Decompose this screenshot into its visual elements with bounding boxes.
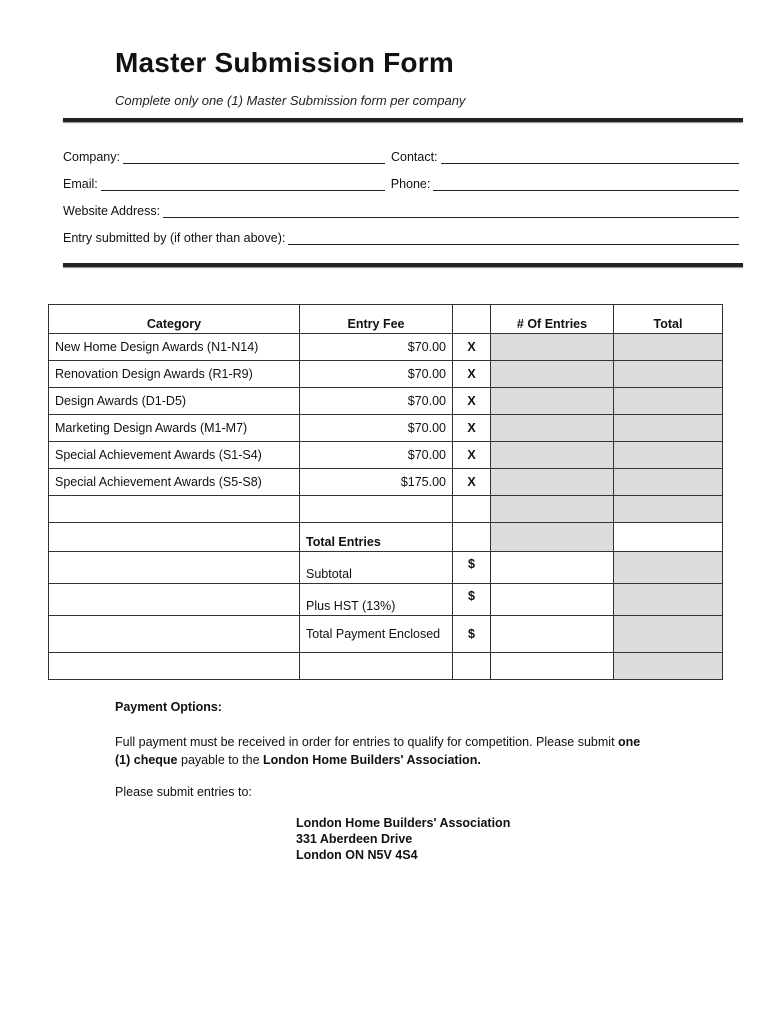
- submitted-by-field[interactable]: [288, 230, 739, 245]
- subtotal-input[interactable]: [614, 552, 723, 584]
- total-input[interactable]: [614, 415, 723, 442]
- fee-cell: $70.00: [300, 334, 453, 361]
- empty-cell: [491, 584, 614, 616]
- website-field[interactable]: [163, 203, 739, 218]
- total-payment-input[interactable]: [614, 616, 723, 653]
- payment-text: Full payment must be received in order for entries to qualify for competition. Please submit: [115, 735, 619, 749]
- header-total: Total: [614, 305, 723, 334]
- multiply-cell: X: [453, 361, 491, 388]
- phone-label: Phone:: [390, 177, 431, 191]
- payment-text: payable to the: [177, 753, 263, 767]
- total-payment-label: Total Payment Enclosed: [300, 616, 453, 653]
- email-field[interactable]: [101, 176, 385, 191]
- multiply-cell: X: [453, 334, 491, 361]
- total-input[interactable]: [614, 469, 723, 496]
- total-entries-label: Total Entries: [300, 523, 453, 552]
- empty-cell: [49, 584, 300, 616]
- num-entries-input[interactable]: [491, 388, 614, 415]
- num-entries-input[interactable]: [491, 469, 614, 496]
- category-cell: Special Achievement Awards (S5-S8): [49, 469, 300, 496]
- total-payment-row: [49, 616, 723, 653]
- header-multiplier: [453, 305, 491, 334]
- total-input[interactable]: [614, 388, 723, 415]
- empty-cell: [300, 496, 453, 523]
- form-subtitle: Complete only one (1) Master Submission form per company: [115, 93, 466, 108]
- submit-to-text: Please submit entries to:: [115, 785, 252, 799]
- fee-cell: $70.00: [300, 415, 453, 442]
- address-line: London ON N5V 4S4: [296, 848, 418, 862]
- payment-payee: London Home Builders' Association.: [263, 753, 481, 767]
- website-label: Website Address:: [63, 204, 161, 218]
- table-row: [49, 469, 723, 496]
- total-input[interactable]: [614, 442, 723, 469]
- email-phone-row: [63, 173, 739, 191]
- form-title: Master Submission Form: [115, 47, 454, 78]
- total-input[interactable]: [614, 361, 723, 388]
- multiply-cell: X: [453, 442, 491, 469]
- empty-cell: [453, 523, 491, 552]
- subtotal-label: Subtotal: [300, 552, 453, 584]
- category-cell: Renovation Design Awards (R1-R9): [49, 361, 300, 388]
- total-entries-input[interactable]: [491, 523, 614, 552]
- email-label: Email:: [63, 177, 98, 191]
- hst-label: Plus HST (13%): [300, 584, 453, 616]
- empty-cell: [49, 496, 300, 523]
- multiply-cell: X: [453, 415, 491, 442]
- submitted-by-row: [63, 227, 739, 245]
- fee-cell: $70.00: [300, 388, 453, 415]
- table-row: [49, 415, 723, 442]
- empty-cell: [453, 653, 491, 680]
- total-input[interactable]: [614, 496, 723, 523]
- company-label: Company:: [63, 150, 120, 164]
- header-category: Category: [49, 305, 300, 334]
- category-cell: Special Achievement Awards (S1-S4): [49, 442, 300, 469]
- num-entries-input[interactable]: [491, 496, 614, 523]
- empty-cell: [491, 616, 614, 653]
- submitted-by-label: Entry submitted by (if other than above):: [63, 231, 286, 245]
- address-line: 331 Aberdeen Drive: [296, 832, 413, 846]
- total-entries-row: [49, 523, 723, 552]
- bottom-divider: [63, 263, 743, 267]
- table-row: [49, 388, 723, 415]
- entries-table: [48, 304, 723, 680]
- header-entry-fee: Entry Fee: [300, 305, 453, 334]
- num-entries-input[interactable]: [491, 334, 614, 361]
- num-entries-input[interactable]: [491, 361, 614, 388]
- phone-field[interactable]: [433, 176, 739, 191]
- contact-field[interactable]: [441, 149, 739, 164]
- dollar-sign: $: [453, 616, 491, 653]
- empty-cell: [49, 552, 300, 584]
- total-input[interactable]: [614, 334, 723, 361]
- multiply-cell: X: [453, 388, 491, 415]
- table-row: [49, 442, 723, 469]
- mailing-address: [296, 815, 510, 863]
- category-cell: Marketing Design Awards (M1-M7): [49, 415, 300, 442]
- company-field[interactable]: [123, 149, 385, 164]
- header-num-entries: # Of Entries: [491, 305, 614, 334]
- top-divider: [63, 118, 743, 122]
- empty-cell: [49, 653, 300, 680]
- empty-cell: [49, 616, 300, 653]
- website-row: [63, 200, 739, 218]
- empty-cell: [491, 653, 614, 680]
- table-row: [49, 334, 723, 361]
- table-header-row: [49, 305, 723, 334]
- fee-cell: $70.00: [300, 442, 453, 469]
- hst-input[interactable]: [614, 584, 723, 616]
- dollar-sign: $: [453, 552, 491, 584]
- multiply-cell: X: [453, 469, 491, 496]
- blank-row: [49, 653, 723, 680]
- table-row: [49, 361, 723, 388]
- address-line: London Home Builders' Association: [296, 816, 511, 830]
- empty-cell: [300, 653, 453, 680]
- contact-label: Contact:: [390, 150, 438, 164]
- blank-row: [49, 496, 723, 523]
- fee-cell: $175.00: [300, 469, 453, 496]
- company-contact-row: [63, 146, 739, 164]
- total-input[interactable]: [614, 653, 723, 680]
- category-cell: Design Awards (D1-D5): [49, 388, 300, 415]
- empty-cell: [614, 523, 723, 552]
- num-entries-input[interactable]: [491, 442, 614, 469]
- empty-cell: [49, 523, 300, 552]
- payment-cheque: one (1) cheque: [115, 735, 641, 767]
- dollar-sign: $: [453, 584, 491, 616]
- hst-row: [49, 584, 723, 616]
- subtotal-row: [49, 552, 723, 584]
- num-entries-input[interactable]: [491, 415, 614, 442]
- payment-paragraph: [115, 733, 655, 769]
- payment-heading: Payment Options:: [115, 700, 222, 714]
- empty-cell: [491, 552, 614, 584]
- empty-cell: [453, 496, 491, 523]
- fee-cell: $70.00: [300, 361, 453, 388]
- category-cell: New Home Design Awards (N1-N14): [49, 334, 300, 361]
